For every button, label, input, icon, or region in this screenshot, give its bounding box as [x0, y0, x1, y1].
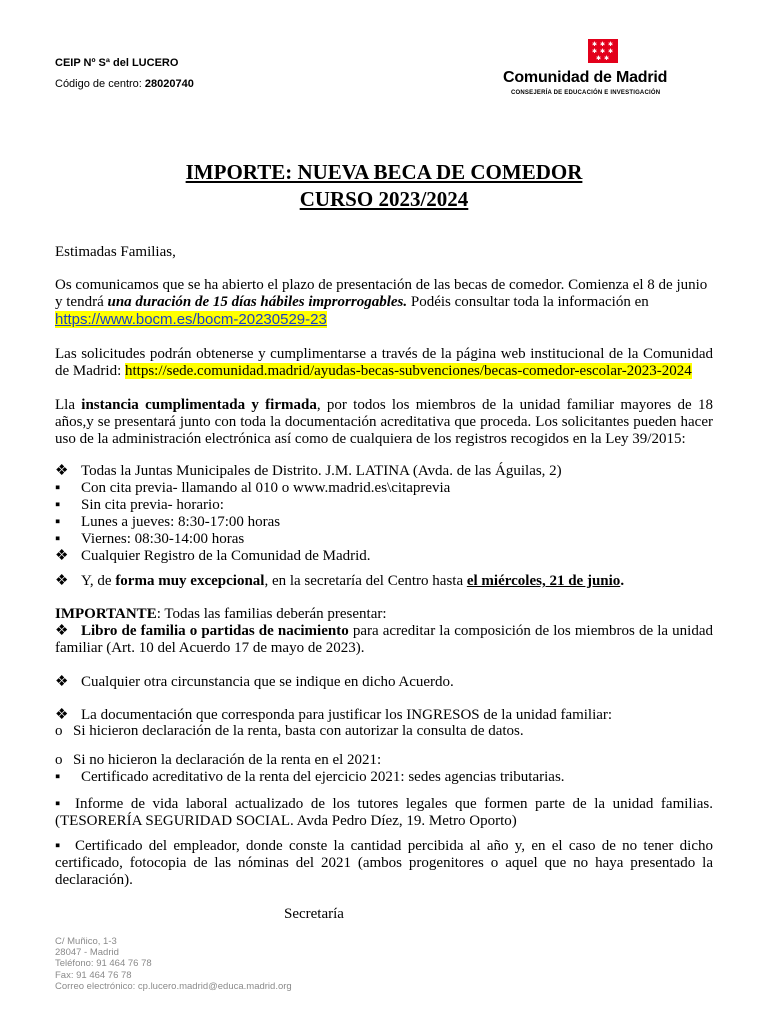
deadline-date: el miércoles, 21 de junio [466, 573, 621, 589]
documentacion-item [55, 707, 612, 724]
school-code [55, 78, 194, 90]
madrid-flag-logo: ✱ ✱ ✱ ✱ ✱ ✱ ✱ ✱ [588, 39, 618, 63]
importante-text: : Todas las familias deberán presentar: [156, 606, 387, 622]
square-bullet-icon: ▪ [55, 531, 61, 547]
diamond-bullet-icon: ❖ [55, 674, 69, 690]
empleador-text: Certificado del empleador, donde conste la cantidad percibida al año y, en el caso de no tener dicho certificado, fotocopia de las nóminas del 2021 (ambos progenitores o aquel que no haya presentado la declaración). [55, 838, 713, 888]
otra-text: Cualquier otra circunstancia que se indique en dicho Acuerdo. [81, 674, 454, 690]
footer-fax: Fax: 91 464 76 78 [55, 969, 132, 981]
paragraph-plazo-text-2: Podéis consultar toda la información en [407, 294, 649, 310]
page-title: IMPORTE: NUEVA BECA DE COMEDOR [185, 160, 583, 184]
list-item [55, 514, 280, 531]
list-item [55, 463, 562, 480]
square-bullet-icon: ▪ [55, 514, 61, 530]
duration-emphasis: una duración de 15 días hábiles improrrogables. [107, 294, 408, 310]
no-declaracion-item [55, 752, 381, 769]
logo-name: Comunidad de Madrid [503, 69, 668, 86]
diamond-bullet-icon: ❖ [55, 548, 69, 564]
square-bullet-icon: ▪ [55, 480, 61, 496]
si-declaracion-item [55, 723, 524, 740]
sede-link[interactable]: https://sede.comunidad.madrid/ayudas-becas-subvenciones/becas-comedor-escolar-2023-2024 [124, 363, 692, 379]
signature: Secretaría [284, 906, 344, 922]
circle-bullet-icon: o [55, 752, 63, 768]
paragraph-plazo-text: Os comunicamos que se ha abierto el plazo de presentación de las becas de comedor. Comienza el 8 de junio y tendrá [55, 277, 708, 310]
paragraph-instancia [55, 397, 713, 448]
diamond-bullet-icon: ❖ [55, 573, 69, 589]
footer-email[interactable]: Correo electrónico: cp.lucero.madrid@educa.madrid.org [55, 980, 292, 992]
list-item-text: Todas la Juntas Municipales de Distrito. J.M. LATINA (Avda. de las Águilas, 2) [81, 463, 562, 479]
page-subtitle: CURSO 2023/2024 [299, 187, 469, 211]
paragraph-instancia-text: Lla [55, 397, 82, 413]
list-item-text: Cualquier Registro de la Comunidad de Madrid. [81, 548, 371, 564]
bocm-link[interactable]: https://www.bocm.es/bocm-20230529-23 [55, 311, 327, 328]
empleador-item [55, 838, 713, 889]
diamond-bullet-icon: ❖ [55, 707, 69, 723]
school-name: CEIP Nº Sª del LUCERO [55, 57, 179, 69]
importante-bold: IMPORTANTE [55, 606, 157, 622]
greeting: Estimadas Familias, [55, 244, 176, 260]
informe-text: Informe de vida laboral actualizado de los tutores legales que formen parte de la unidad familias. (TESORERÍA SEGURIDAD SOCIAL. Avda Pedro Díez, 19. Metro Oporto) [55, 796, 713, 829]
paragraph-solicitudes-text: Las solicitudes podrán obtenerse y cumplimentarse a través de la página web institucional de la Comunidad de Madrid: [55, 346, 713, 379]
list-item-text: Lunes a jueves: 8:30-17:00 horas [81, 514, 281, 530]
paragraph-solicitudes [55, 346, 713, 380]
paragraph-instancia-text-2: , por todos los miembros de la unidad familiar mayores de 18 años,y se presentará junto con toda la documentación acreditativa que proceda. Los solicitantes pueden hacer uso de la administración electrónica así como de cualquiera de los registros recogidos en la Ley 39/2015: [55, 397, 713, 447]
list-item-text: Viernes: 08:30-14:00 horas [81, 531, 245, 547]
excepcional-text: Y, de [81, 573, 116, 589]
circle-bullet-icon: o [55, 723, 63, 739]
diamond-bullet-icon: ❖ [55, 463, 69, 479]
footer-city: 28047 - Madrid [55, 947, 119, 959]
square-bullet-icon: ▪ [55, 497, 61, 513]
square-bullet-icon: ▪ [55, 769, 61, 785]
instancia-bold: instancia cumplimentada y firmada [81, 397, 317, 413]
paragraph-plazo [55, 277, 713, 329]
excepcional-item [55, 573, 624, 590]
footer-street: C/ Muñico, 1-3 [55, 936, 117, 947]
list-item [55, 480, 450, 497]
list-item-text: Sin cita previa- horario: [81, 497, 224, 513]
footer-phone: Teléfono: 91 464 76 78 [55, 958, 152, 970]
list-item-text: Con cita previa- llamando al 010 o www.madrid.es\citaprevia [81, 480, 451, 496]
excepcional-period: . [620, 573, 625, 589]
logo-subtitle: CONSEJERÍA DE EDUCACIÓN E INVESTIGACIÓN [511, 90, 661, 96]
documentacion-text: La documentación que corresponda para justificar los INGRESOS de la unidad familiar: [81, 707, 613, 723]
list-item [55, 531, 244, 548]
square-bullet-icon: ▪ [55, 838, 61, 854]
diamond-bullet-icon: ❖ [55, 623, 69, 639]
list-item [55, 548, 371, 565]
libro-text: para acreditar la composición de los miembros de la unidad familiar (Art. 10 del Acuerdo 17 de mayo de 2023). [55, 623, 714, 656]
footer-address [55, 936, 292, 992]
libro-bold: Libro de familia o partidas de nacimiento [81, 623, 349, 639]
informe-item [55, 796, 713, 830]
square-bullet-icon: ▪ [55, 796, 61, 812]
excepcional-text-2: , en la secretaría del Centro hasta [264, 573, 467, 589]
list-item [55, 497, 224, 514]
school-code-label: Código de centro: [55, 78, 145, 90]
otra-item [55, 674, 454, 691]
excepcional-bold: forma muy excepcional [115, 573, 265, 589]
si-declaracion-text: Si hicieron declaración de la renta, basta con autorizar la consulta de datos. [73, 723, 524, 739]
libro-item [55, 623, 713, 657]
certificado-renta-item [55, 769, 565, 786]
no-declaracion-text: Si no hicieron la declaración de la renta en el 2021: [73, 752, 382, 768]
importante-heading [55, 606, 713, 623]
certificado-renta-text: Certificado acreditativo de la renta del ejercicio 2021: sedes agencias tributarias. [81, 769, 565, 785]
school-code-value: 28020740 [144, 78, 194, 90]
